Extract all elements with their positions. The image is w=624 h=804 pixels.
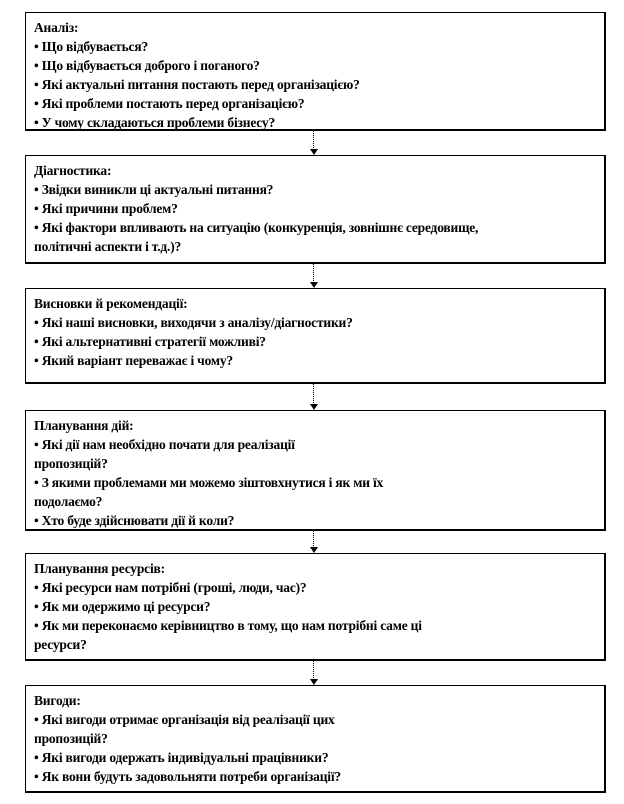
step-item: • У чому складаються проблеми бізнесу? bbox=[34, 115, 276, 130]
step-item: • Хто буде здійснювати дії й коли? bbox=[34, 513, 235, 528]
step-item: • Які проблеми постають перед організацією? bbox=[34, 96, 305, 111]
step-item: • Які ресурси нам потрібні (гроші, люди, час)? bbox=[34, 580, 307, 595]
step-item: • Які наші висновки, виходячи з аналізу/діагностики? bbox=[34, 315, 353, 330]
step-diagnostics-box bbox=[25, 155, 606, 264]
step-title: Планування ресурсів: bbox=[34, 561, 165, 576]
arrow-down-icon bbox=[312, 531, 316, 553]
step-resource-planning-box bbox=[25, 553, 606, 661]
step-item: • Які актуальні питання постають перед організацією? bbox=[34, 77, 360, 92]
step-item: • Які альтернативні стратегії можливі? bbox=[34, 334, 266, 349]
step-title: Діагностика: bbox=[34, 163, 112, 178]
step-item: • Який варіант переважає і чому? bbox=[34, 353, 233, 368]
step-title: Висновки й рекомендації: bbox=[34, 296, 188, 311]
step-title: Вигоди: bbox=[34, 693, 81, 708]
step-item: • Як ми переконаємо керівництво в тому, що нам потрібні саме ці ресурси? bbox=[34, 618, 422, 652]
step-conclusions-box bbox=[25, 288, 606, 384]
step-action-planning-box bbox=[25, 410, 606, 531]
arrow-down-icon bbox=[312, 384, 316, 410]
arrow-down-icon bbox=[312, 131, 316, 155]
step-item: • Які вигоди отримає організація від реалізації цих пропозицій? bbox=[34, 712, 335, 746]
step-item: • Звідки виникли ці актуальні питання? bbox=[34, 182, 274, 197]
step-item: • Як вони будуть задовольняти потреби організації? bbox=[34, 769, 341, 784]
step-benefits-box bbox=[25, 685, 606, 793]
arrow-down-icon bbox=[312, 661, 316, 685]
step-title: Аналіз: bbox=[34, 20, 79, 35]
arrow-down-icon bbox=[312, 264, 316, 288]
step-item: • Які дії нам необхідно почати для реалізації пропозицій? bbox=[34, 437, 295, 471]
step-title: Планування дій: bbox=[34, 418, 134, 433]
step-item: • Які причини проблем? bbox=[34, 201, 178, 216]
step-item: • Як ми одержимо ці ресурси? bbox=[34, 599, 211, 614]
step-item: • Які фактори впливають на ситуацію (конкуренція, зовнішнє середовище, політичні аспекти і т.д.)? bbox=[34, 220, 479, 254]
step-item: • Що відбувається? bbox=[34, 39, 148, 54]
step-item: • З якими проблемами ми можемо зіштовхнутися і як ми їх подолаємо? bbox=[34, 475, 384, 509]
step-item: • Які вигоди одержать індивідуальні працівники? bbox=[34, 750, 329, 765]
step-item: • Що відбувається доброго і поганого? bbox=[34, 58, 260, 73]
step-analysis-box bbox=[25, 12, 606, 131]
